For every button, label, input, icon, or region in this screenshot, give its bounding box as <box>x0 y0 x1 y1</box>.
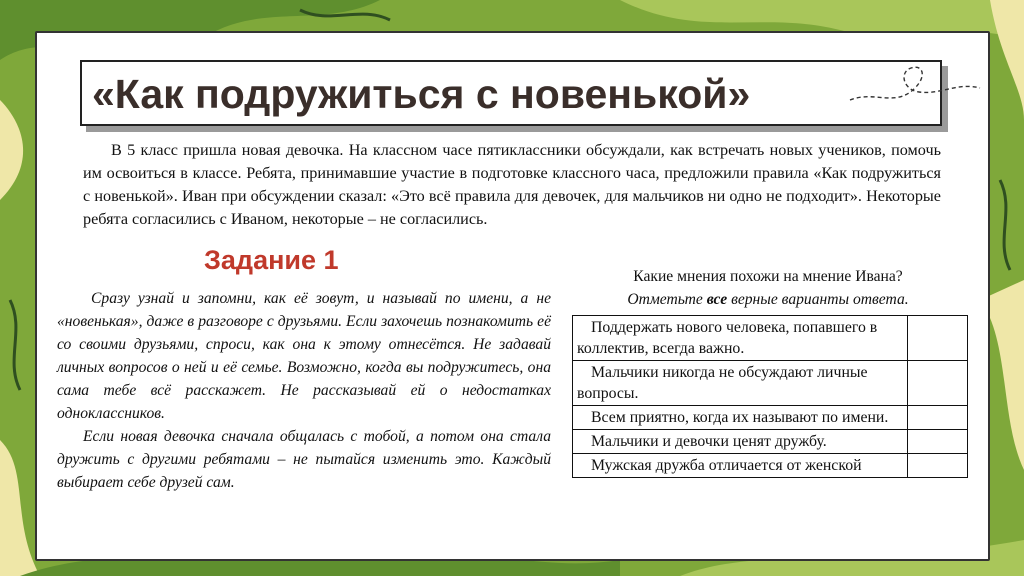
answer-row <box>573 430 968 454</box>
answer-checkbox-2[interactable] <box>908 361 968 406</box>
answer-option-1: Поддержать нового человека, попавшего в коллектив, всегда важно. <box>573 316 908 361</box>
question-instruction <box>572 288 964 311</box>
title-box <box>80 60 942 126</box>
answer-option-4: Мальчики и девочки ценят дружбу. <box>573 430 908 454</box>
instruction-post: верные варианты ответа. <box>727 291 909 308</box>
answer-checkbox-1[interactable] <box>908 316 968 361</box>
intro-paragraph: В 5 класс пришла новая девочка. На классном часе пятиклассники обсуждали, как встречать новых учеников, помочь им освоиться в классе. Ребята, принимавшие участие в подготовке классного часа, предложили правила «Как подружиться с новенькой». Иван при обсуждении сказал: «Это всё правила для девочек, для мальчиков ни одно не подходит». Некоторые ребята согласились с Иваном, некоторые – не согласились. <box>83 141 941 228</box>
answer-row <box>573 406 968 430</box>
answer-checkbox-4[interactable] <box>908 430 968 454</box>
answer-checkbox-3[interactable] <box>908 406 968 430</box>
instruction-bold: все <box>706 291 728 308</box>
answer-option-5: Мужская дружба отличается от женской <box>573 454 908 478</box>
answer-row <box>573 454 968 478</box>
answer-option-3: Всем приятно, когда их называют по имени. <box>573 406 908 430</box>
question-text: Какие мнения похожи на мнение Ивана? <box>633 268 903 285</box>
answer-table <box>572 315 968 478</box>
rules-paragraph-2: Если новая девочка сначала общалась с тобой, а потом она стала дружить с другими ребятами – не пытайся изменить это. Каждый выбирает себе друзей сам. <box>57 428 551 491</box>
answer-row <box>573 361 968 406</box>
doodle-icon <box>845 60 985 120</box>
page-title: «Как подружиться с новенькой» <box>92 71 751 117</box>
rules-text <box>57 287 551 494</box>
rules-paragraph-1: Сразу узнай и запомни, как её зовут, и называй по имени, а не «новенькая», даже в разговоре с друзьями. Если захочешь познакомить её со своими друзьями, спроси, как она к этому отнесётся. Не задавай личных вопросов о ней и её семье. Возможно, когда вы подружитесь, она сама тебе всё расскажет. Не рассказывай ей о недостатках одноклассников. <box>57 290 551 422</box>
task-heading: Задание 1 <box>204 245 339 275</box>
answer-checkbox-5[interactable] <box>908 454 968 478</box>
question-block <box>572 265 964 311</box>
answer-row <box>573 316 968 361</box>
instruction-pre: Отметьте <box>627 291 707 308</box>
answer-option-2: Мальчики никогда не обсуждают личные вопросы. <box>573 361 908 406</box>
